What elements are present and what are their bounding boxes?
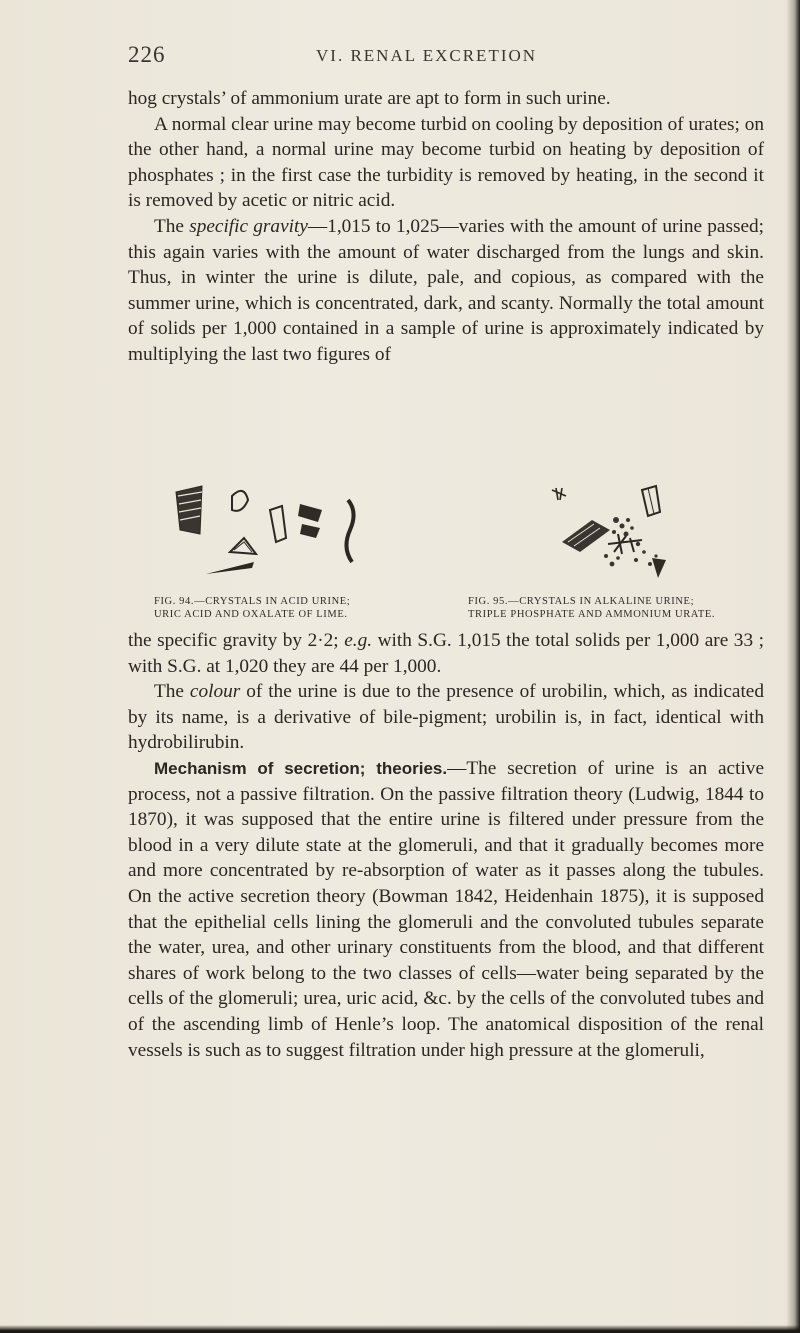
- figure-94-caption-line2: URIC ACID AND OXALATE OF LIME.: [154, 609, 348, 620]
- figure-95-illustration: [518, 482, 800, 612]
- paragraph-hog-crystals: hog crystals’ of ammonium urate are apt to form in such urine.: [128, 88, 611, 109]
- page-header: [128, 42, 768, 72]
- colour-lead: The: [154, 681, 190, 703]
- figure-95-caption: [468, 595, 768, 621]
- gravity-rest: —1,015 to 1,025—varies with the amount of urine passed; this again varies with the amount of water discharged from the lungs and skin. Thus, in winter the urine is dilute, pale, and copious, as compared with the summer urine, which is concentrated, dark, and scanty. Normally the total amount of solids per 1,000 contained in a sample of urine is approximately indicated by multiplying the last two figures of: [128, 215, 765, 365]
- figure-94-illustration: [172, 482, 482, 612]
- paragraph-mechanism: [128, 756, 764, 1063]
- colour-term: colour: [189, 681, 241, 703]
- running-head: VI. RENAL EXCRETION: [316, 46, 538, 65]
- page-bottom-edge: [0, 1325, 800, 1333]
- figure-95-caption-line2: TRIPLE PHOSPHATE AND AMMONIUM URATE.: [468, 609, 716, 620]
- continuation-rest: with S.G. 1,015 the total solids per 1,000 are 33 ; with S.G. at 1,020 they are 44 per 1,000.: [128, 630, 764, 677]
- continuation-eg: e.g.: [344, 630, 373, 651]
- paragraph-colour: [128, 679, 764, 756]
- gravity-term: specific gravity: [189, 215, 308, 237]
- continuation-lead: the specific gravity by 2·2;: [128, 630, 345, 651]
- page-number: 226: [128, 42, 166, 67]
- gravity-lead: The: [154, 215, 190, 237]
- figure-94-caption: [154, 595, 454, 621]
- text-block-bottom: [128, 628, 764, 1063]
- figures-row: [128, 482, 768, 612]
- paragraph-turbidity: A normal clear urine may become turbid on cooling by deposition of urates; on the other hand, a normal urine may become turbid on heating by deposition of phosphates ; in the first case the turbidity is removed by heating, in the second it is removed by acetic or nitric acid.: [128, 113, 764, 212]
- colour-rest: of the urine is due to the presence of urobilin, which, as indicated by its name, is a derivative of bile-pigment; urobilin is, in fact, identical with hydrobilirubin.: [128, 681, 764, 754]
- paragraph-continuation: [128, 628, 764, 679]
- mechanism-rest: —The secretion of urine is an active process, not a passive filtration. On the passive filtration theory (Ludwig, 1844 to 1870), it was supposed that the entire urine is filtered under pressure from the blood in a very dilute state at the glomeruli, and that it gradually becomes more and more concentrated by re-absorption of water as it passes along the tubules. On the active secretion theory (Bowman 1842, Heidenhain 1875), it is supposed that the epithelial cells lining the glomeruli and the convoluted tubules separate the water, urea, and other urinary constituents from the blood, and that different shares of work belong to the two classes of cells—water being separated by the cells of the glomeruli; urea, uric acid, &c. by the cells of the convoluted tubes and of the ascending limb of Henle’s loop. The anatomical disposition of the renal vessels is such as to suggest filtration under high pressure at the glomeruli,: [128, 757, 764, 1061]
- figure-94-caption-line1: FIG. 94.—CRYSTALS IN ACID URINE;: [154, 596, 351, 607]
- figure-95-caption-line1: FIG. 95.—CRYSTALS IN ALKALINE URINE;: [468, 596, 695, 607]
- paragraph-specific-gravity: [128, 214, 764, 368]
- mechanism-heading: Mechanism of secretion; theories.: [154, 758, 448, 778]
- page-edge-shadow: [786, 0, 800, 1333]
- text-block-top: [128, 86, 764, 368]
